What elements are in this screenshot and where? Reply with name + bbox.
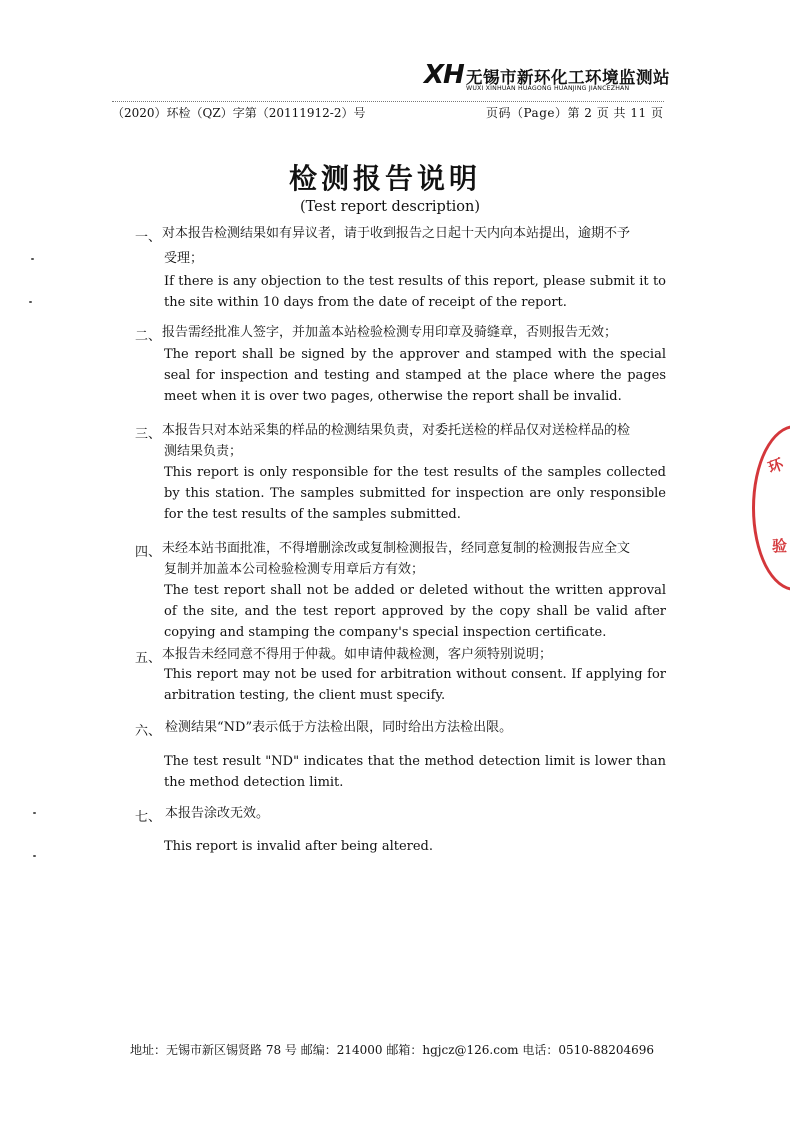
logo-mark: XH [424,60,464,90]
clause-5-en: This report may not be used for arbitration without consent. If applying for arbitration testing, the client must specify. [164,667,666,703]
clause-7-cn-line-1: 本报告涂改无效。 [165,806,270,821]
clause-2-number: 二、 [135,329,162,344]
scan-speck [33,855,36,857]
clause-4-cn-line-1: 未经本站书面批准，不得增删涂改或复制检测报告，经同意复制的检测报告应全文 [162,541,631,556]
clause-7-en: This report is invalid after being altered. [164,839,434,854]
scan-speck [31,258,34,260]
report-number: （2020）环检（QZ）字第（20111912-2）号 [112,106,366,120]
seal-char: 验 [772,537,788,555]
organization-name: 无锡市新环化工环境监测站 [466,68,670,87]
clause-1-cn-line-2: 受理； [164,251,204,266]
clause-1-en: If there is any objection to the test results of this report, please submit it to the site within 10 days from the date of receipt of the report. [164,274,666,310]
clause-3-en: This report is only responsible for the test results of the samples collected by this station. The samples submitted for inspection are only responsible for the test results of the samples submitted. [164,465,666,522]
clause-3-cn-line-2: 测结果负责； [164,444,243,459]
seal-stamp [752,425,790,591]
clause-2-cn-line-1: 报告需经批准人签字，并加盖本站检验检测专用印章及骑缝章，否则报告无效； [162,325,618,340]
clause-6-en: The test result "ND" indicates that the method detection limit is lower than the method detection limit. [164,754,666,790]
clause-5-cn-line-1: 本报告未经同意不得用于仲裁。如申请仲裁检测，客户须特别说明； [162,647,553,662]
clause-7-number: 七、 [135,810,162,825]
clause-4-number: 四、 [135,545,162,560]
organization-name-pinyin: WUXI XINHUAN HUAGONG HUANJING JIANCEZHAN [466,85,630,92]
header-divider [112,101,664,102]
clause-3-cn-line-1: 本报告只对本站采集的样品的检测结果负责，对委托送检的样品仅对送检样品的检 [162,423,631,438]
page-title: 检测报告说明 [288,162,481,195]
clause-6-number: 六、 [135,724,162,739]
clause-2-en: The report shall be signed by the approver and stamped with the special seal for inspection and testing and stamped at the place where the pages meet when it is over two pages, otherwise the report shall be invalid. [164,347,666,404]
clause-1-number: 一、 [135,230,162,245]
scan-speck [29,301,32,303]
clause-1-cn-line-1: 对本报告检测结果如有异议者，请于收到报告之日起十天内向本站提出，逾期不予 [162,226,631,241]
page-subtitle: (Test report description) [299,199,481,215]
footer-contact: 地址：无锡市新区锡贤路 78 号 邮编：214000 邮箱：hgjcz@126.com 电话：0510-88204696 [130,1043,655,1057]
scan-speck [33,812,36,814]
page-number: 页码（Page）第 2 页 共 11 页 [486,106,664,120]
seal-char: 环 [765,454,786,477]
clause-4-en: The test report shall not be added or deleted without the written approval of the site, and the test report approved by the copy shall be valid after copying and stamping the company's special inspection certificate. [164,583,666,640]
clause-5-number: 五、 [135,651,162,666]
clause-6-cn-line-1: 检测结果“ND”表示低于方法检出限，同时给出方法检出限。 [165,720,513,735]
clause-3-number: 三、 [135,427,162,442]
clause-4-cn-line-2: 复制并加盖本公司检验检测专用章后方有效； [164,562,425,577]
